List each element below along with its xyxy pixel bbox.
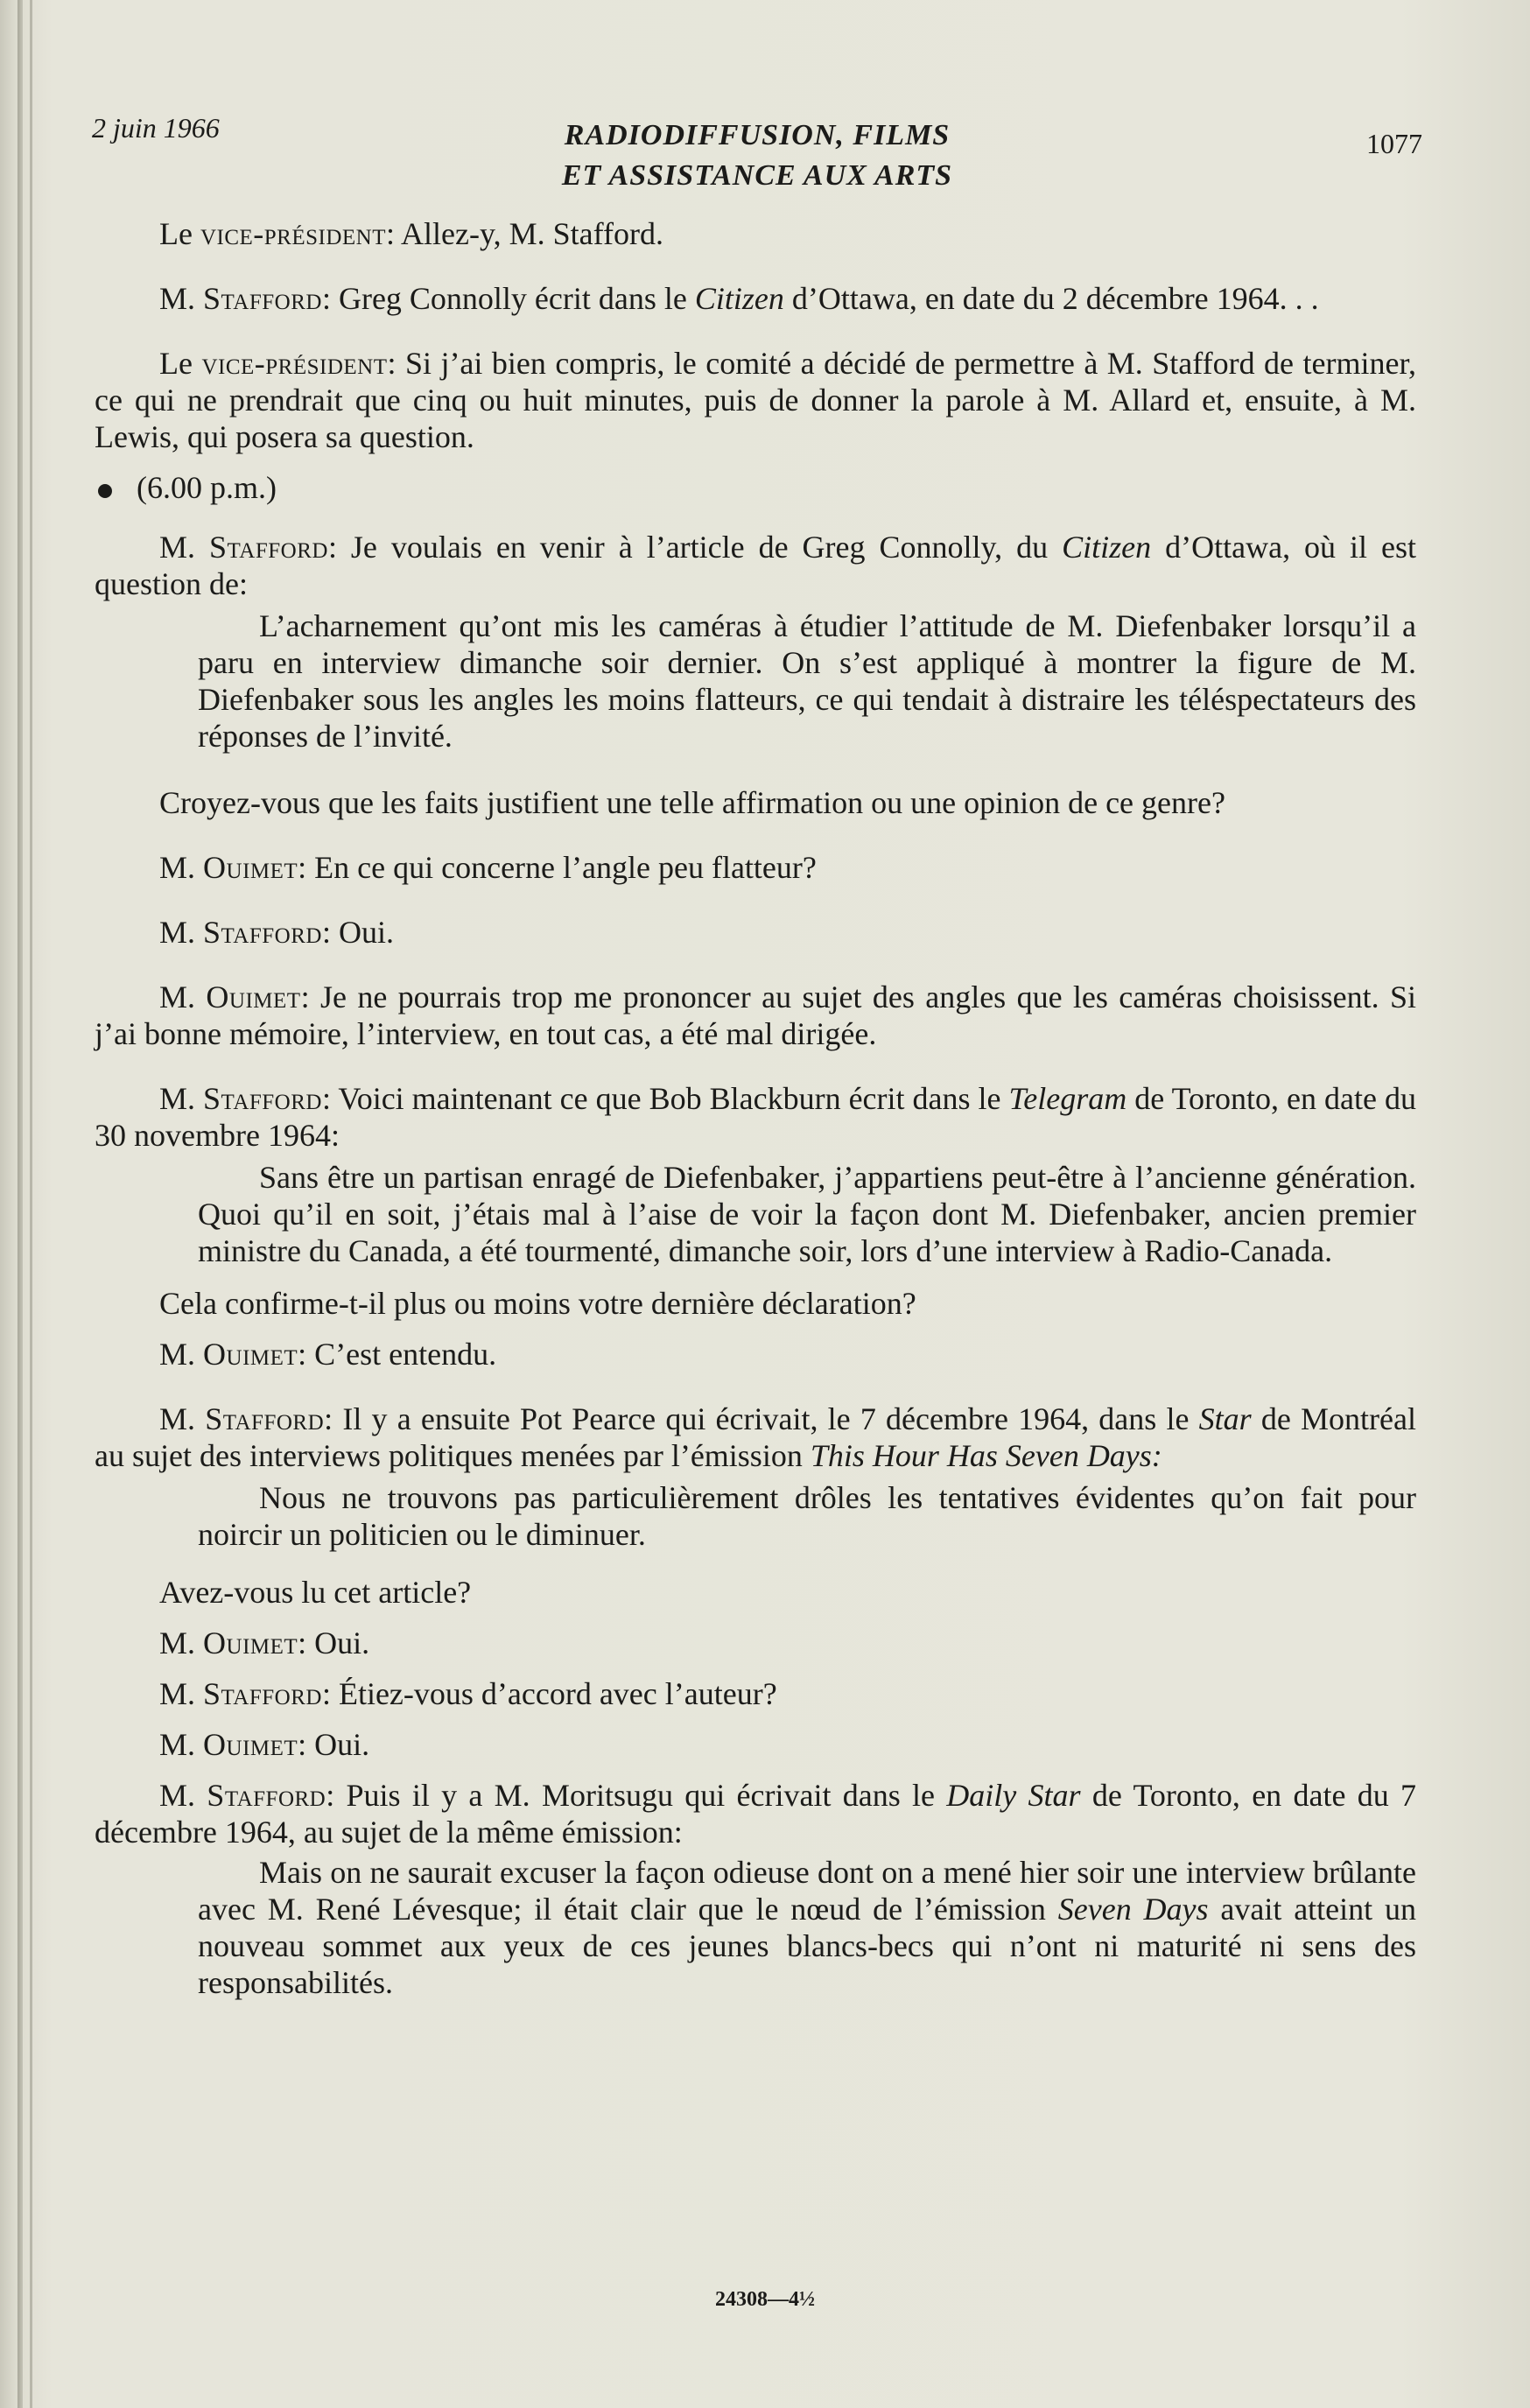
paragraph bbox=[95, 1675, 1416, 1712]
publication-title: Citizen bbox=[694, 281, 784, 316]
paragraph bbox=[95, 1336, 1416, 1372]
paragraph bbox=[95, 849, 1416, 886]
text-run: M. bbox=[159, 530, 209, 565]
page-binding-edge bbox=[18, 0, 23, 2408]
text-run: M. bbox=[159, 850, 204, 885]
running-header bbox=[92, 112, 1422, 200]
speaker-name: Ouimet bbox=[203, 850, 298, 885]
text-run: : Oui. bbox=[321, 915, 394, 950]
text-run: M. bbox=[159, 979, 207, 1014]
block-quote: L’acharnement qu’ont mis les caméras à étudier l’attitude de M. Diefenbaker lorsqu’il a paru en interview dimanche soir dernier. On s’est appliqué à montrer la figure de M. Diefenbaker sous les angles les moins flatteurs, ce qui tendait à distraire les téléspectateurs des réponses de l’invité. bbox=[198, 608, 1416, 754]
text-run: : Puis il y a M. Moritsugu qui écrivait dans le bbox=[326, 1778, 947, 1813]
text-run: de Toronto, en date du 30 novembre 1964: bbox=[95, 1081, 1416, 1153]
text-run: : Greg Connolly écrit dans le bbox=[321, 281, 695, 316]
speaker-name: Stafford bbox=[205, 1401, 325, 1436]
program-title: This Hour Has Seven Days: bbox=[810, 1438, 1162, 1473]
speaker-name: Stafford bbox=[203, 281, 322, 316]
speaker-name: Stafford bbox=[207, 1778, 326, 1813]
text-run: M. bbox=[159, 1625, 204, 1660]
speaker-name: Stafford bbox=[209, 530, 328, 565]
text-run: M. bbox=[159, 1401, 206, 1436]
publication-title: Citizen bbox=[1062, 530, 1152, 565]
text-run: : C’est entendu. bbox=[298, 1337, 497, 1372]
text-run: : Il y a ensuite Pot Pearce qui écrivait, le 7 décembre 1964, dans le bbox=[324, 1401, 1199, 1436]
paragraph bbox=[95, 979, 1416, 1052]
text-run: : Si j’ai bien compris, le comité a décidé de permettre à M. Stafford de terminer, ce qui ne prendrait que cinq ou huit minutes, puis de donner la parole à M. Allard et, ensuite, à M. Lewis, qui posera sa question. bbox=[95, 346, 1416, 454]
text-run: M. bbox=[159, 1727, 204, 1762]
page-number: 1077 bbox=[1366, 128, 1422, 159]
header-title bbox=[92, 116, 1422, 196]
text-run: d’Ottawa, en date du 2 décembre 1964. . . bbox=[783, 281, 1319, 316]
text-run: M. bbox=[159, 915, 204, 950]
text-run: avait atteint un nouveau sommet aux yeux de ces jeunes blancs-becs qui n’ont ni maturité ni sens des responsabilités. bbox=[198, 1892, 1416, 2000]
text-run: Le bbox=[159, 216, 200, 251]
publication-title: Telegram bbox=[1008, 1081, 1127, 1116]
block-quote: Sans être un partisan enragé de Diefenbaker, j’appartiens peut-être à l’ancienne génération. Quoi qu’il en soit, j’étais mal à l’aise de voir la façon dont M. Diefenbaker, ancien premier ministre du Canada, a été tourmenté, dimanche soir, lors d’une interview à Radio-Canada. bbox=[198, 1160, 1416, 1268]
paragraph bbox=[95, 914, 1416, 951]
paragraph bbox=[95, 1726, 1416, 1763]
page-binding-line bbox=[30, 0, 32, 2408]
speaker-name: Ouimet bbox=[203, 1625, 298, 1660]
paragraph: Croyez-vous que les faits justifient une telle affirmation ou une opinion de ce genre? bbox=[159, 785, 1225, 820]
text-run: : Oui. bbox=[298, 1625, 370, 1660]
block-quote bbox=[198, 1854, 1416, 2001]
speaker-name: Ouimet bbox=[203, 1337, 298, 1372]
paragraph bbox=[95, 529, 1416, 602]
speaker-name: Stafford bbox=[203, 1081, 322, 1116]
speaker-name: Ouimet bbox=[203, 1727, 298, 1762]
text-run: M. bbox=[159, 1676, 204, 1711]
text-run: M. bbox=[159, 1081, 204, 1116]
publication-title: Daily Star bbox=[946, 1778, 1081, 1813]
text-run: : Allez-y, M. Stafford. bbox=[386, 216, 663, 251]
text-run: de Toronto, en date du 7 décembre 1964, au sujet de la même émission: bbox=[95, 1778, 1416, 1850]
paragraph bbox=[95, 280, 1416, 317]
text-run: : Voici maintenant ce que Bob Blackburn écrit dans le bbox=[321, 1081, 1009, 1116]
text-run: : Je ne pourrais trop me prononcer au sujet des angles que les caméras choisissent. Si j’ai bonne mémoire, l’interview, en tout cas, a été mal dirigée. bbox=[95, 979, 1416, 1051]
paragraph bbox=[95, 1777, 1416, 1850]
text-run: M. bbox=[159, 1337, 204, 1372]
block-quote: Nous ne trouvons pas particulièrement drôles les tentatives évidentes qu’on fait pour noircir un politicien ou le diminuer. bbox=[198, 1480, 1416, 1552]
paragraph bbox=[95, 1401, 1416, 1474]
header-title-line-1: RADIODIFFUSION, FILMS bbox=[564, 119, 951, 151]
text-run: M. bbox=[159, 1778, 207, 1813]
text-run: de Montréal au sujet des interviews politiques menées par l’émission bbox=[95, 1401, 1416, 1473]
publication-title: Star bbox=[1198, 1401, 1252, 1436]
text-run: : Oui. bbox=[298, 1727, 370, 1762]
time-marker bbox=[95, 469, 1416, 506]
text-run: Le bbox=[159, 346, 202, 381]
text-run: : Étiez-vous d’accord avec l’auteur? bbox=[321, 1676, 777, 1711]
paragraph bbox=[95, 1080, 1416, 1154]
speaker-name: vice-président bbox=[201, 346, 388, 381]
paragraph bbox=[95, 1625, 1416, 1661]
speaker-name: Stafford bbox=[203, 915, 322, 950]
time-text: (6.00 p.m.) bbox=[137, 470, 277, 505]
header-date: 2 juin 1966 bbox=[92, 112, 220, 144]
transcript-body bbox=[95, 215, 1416, 2001]
printer-signature: 24308—4½ bbox=[715, 2288, 815, 2311]
text-run: Mais on ne saurait excuser la façon odieuse dont on a mené hier soir une interview brûlante avec M. René Lévesque; il était clair que le nœud de l’émission bbox=[198, 1855, 1416, 1927]
text-run: d’Ottawa, où il est question de: bbox=[95, 530, 1417, 601]
text-run: : En ce qui concerne l’angle peu flatteur? bbox=[298, 850, 817, 885]
header-title-line-2: ET ASSISTANCE AUX ARTS bbox=[561, 159, 953, 192]
text-run: : Je voulais en venir à l’article de Greg Connolly, du bbox=[327, 530, 1063, 565]
paragraph: Cela confirme-t-il plus ou moins votre dernière déclaration? bbox=[159, 1286, 916, 1321]
speaker-name: Stafford bbox=[203, 1676, 322, 1711]
paragraph: Avez-vous lu cet article? bbox=[159, 1575, 472, 1610]
text-run: M. bbox=[159, 281, 204, 316]
speaker-name: vice-président bbox=[200, 216, 387, 251]
bullet-icon bbox=[98, 484, 112, 498]
paragraph bbox=[95, 345, 1416, 455]
speaker-name: Ouimet bbox=[206, 979, 301, 1014]
paragraph bbox=[95, 215, 1416, 252]
program-title: Seven Days bbox=[1057, 1892, 1209, 1927]
